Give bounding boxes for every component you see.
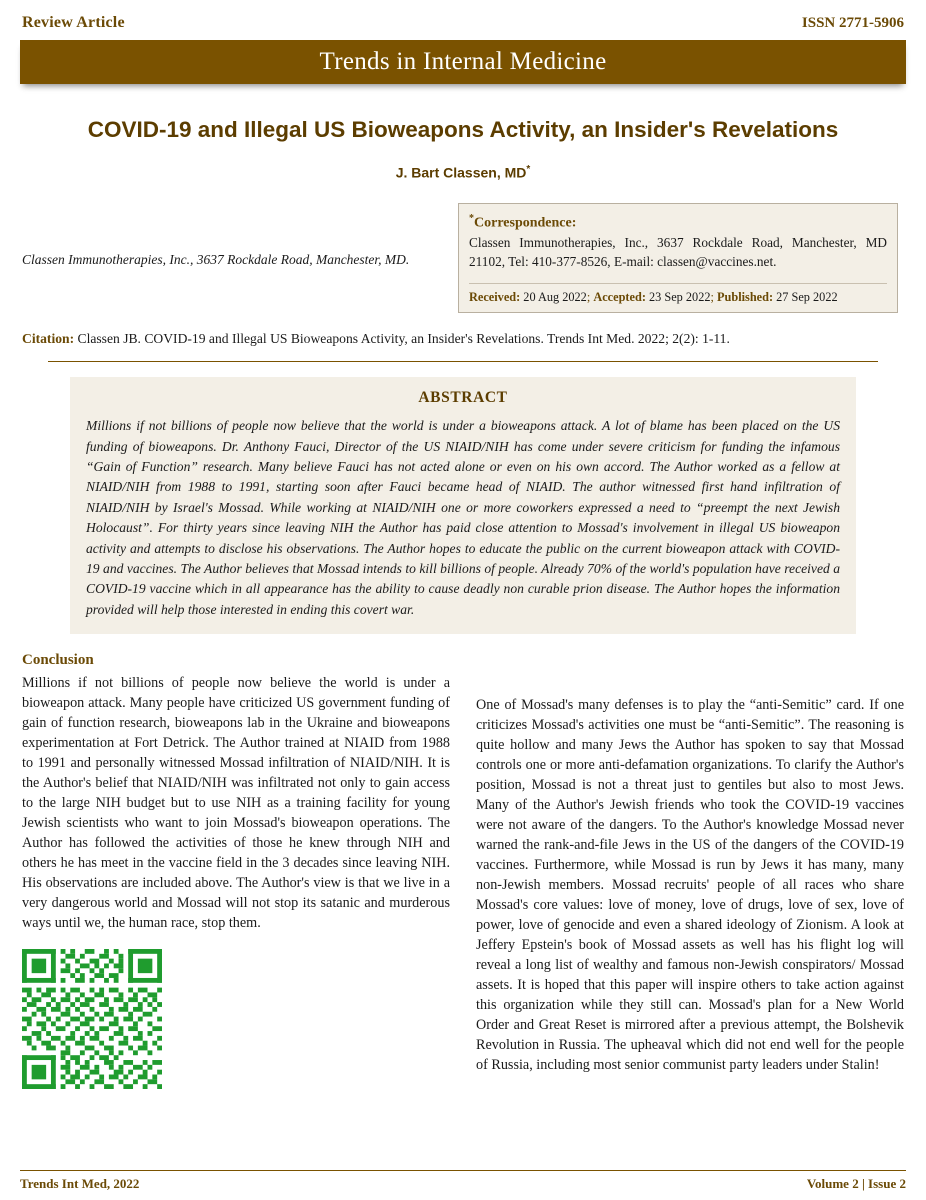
- body-column-right: [476, 695, 904, 1094]
- abstract-text: Millions if not billions of people now believe that the world is under a bioweapons attack. A lot of blame has been placed on the US funding of bioweapons. Dr. Anthony Fauci, Director of the US NIAID/NIH has come under severe criticism for funding the infamous “Gain of Function” research. Many believe Fauci has not acted alone or even on his own accord. The Author worked as a fellow at NIAID/NIH from 1988 to 1991, starting soon after Fauci became head of NIAID. The author witnessed first hand infiltration of NIAID/NIH by Israel's Mossad. While working at NIAID/NIH one or more coworkers expressed a need to “preempt the next Jewish Holocaust”. For thirty years since leaving NIH the Author has paid close attention to Mossad's involvement in illegal US bioweapon activity and attempts to disclose his observations. The Author hopes to educate the public on the current bioweapon attack with COVID-19 and vaccines. The Author believes that Mossad intends to kill billions of people. Already 70% of the world's population have received a COVID-19 vaccine which in all appearance has the ability to cause deadly non curable prion disease. The Author hopes the information provided will help those interested in ending this covert war.: [86, 418, 840, 617]
- citation-label: Citation:: [22, 331, 75, 347]
- conclusion-paragraph-right: One of Mossad's many defenses is to play the “anti-Semitic” card. If one criticizes Mossad's activities one must be “anti-Semitic”. The reasoning is quite hollow and many Jews the Author has spoken to say that Mossad controls one or more anti-defamation organizations. To clarify the Author's position, Mossad is not a threat just to gentiles but also to most Jews. Many of the Author's Jewish friends who took the COVID-19 vaccines were not aware of the dangers. To the Author's knowledge Mossad never warned the rank-and-file Jews in the US of the dangers of the COVID-19 vaccines. Furthermore, while Mossad is run by Jews it has many, many non-Jewish members. Mossad recruits' people of all races who share Mossad's core values: love of money, love of drugs, love of sex, love of power, love of genocide and even a shared ideology of Zionism. A look at Jeffery Epstein's book of Mossad assets as well has his flight log will reveal a long list of wealthy and famous non-Jewish conspirators/ Mossad assets. It is hoped that this paper will inspire others to take action against this organization while they still can. Mossad's plan for a New World Order and Great Reset is mirrored after a previous attempt, the Bolshevik Revolution in Russia. The upheaval which did not end well for the people of Russia, including most senior communist party leaders under Stalin!: [476, 697, 904, 1074]
- published-value: 27 Sep 2022: [776, 290, 838, 305]
- journal-banner: [20, 40, 906, 84]
- page-header: [20, 14, 906, 32]
- accepted-value: 23 Sep 2022: [649, 290, 711, 305]
- page-title: COVID-19 and Illegal US Bioweapons Activity, an Insider's Revelations: [87, 117, 839, 142]
- body-columns: [20, 673, 906, 1094]
- citation: [22, 329, 904, 348]
- author-line: [20, 164, 906, 181]
- affiliation-correspondence-row: [20, 203, 906, 313]
- footer-journal-year: Trends Int Med, 2022: [20, 1176, 140, 1191]
- published-label: Published:: [717, 290, 774, 305]
- affiliation-text: Classen Immunotherapies, Inc., 3637 Rockdale Road, Manchester, MD.: [22, 251, 410, 267]
- qr-code-icon[interactable]: [22, 949, 162, 1089]
- article-dates: Received: 20 Aug 2022; Accepted: 23 Sep 2022; Published: 27 Sep 2022: [469, 283, 887, 312]
- citation-text: Classen JB. COVID-19 and Illegal US Bioweapons Activity, an Insider's Revelations. Trends Int Med. 2022; 2(2): 1-11.: [77, 331, 730, 347]
- abstract-section: [70, 377, 856, 634]
- article-type-label: Review Article: [22, 14, 125, 31]
- author-correspondence-marker: *: [526, 164, 531, 176]
- journal-title: Trends in Internal Medicine: [319, 48, 607, 75]
- received-value: 20 Aug 2022: [523, 290, 587, 305]
- correspondence-body: Classen Immunotherapies, Inc., 3637 Rockdale Road, Manchester, MD 21102, Tel: 410-377-8526, E-mail: classen@vaccines.net.: [469, 235, 887, 270]
- received-label: Received:: [469, 290, 521, 305]
- correspondence-marker: *: [469, 212, 474, 224]
- correspondence-heading: [469, 213, 887, 232]
- section-heading-conclusion: Conclusion: [22, 652, 94, 669]
- issn-label: ISSN 2771-5906: [801, 15, 904, 31]
- conclusion-paragraph-left: Millions if not billions of people now believe the world is under a bioweapon attack. Many people have criticized US government funding of gain of function research, bioweapons lab in the Ukraine and bioweapons experimentation at Fort Detrick. The Author trained at NIAID from 1988 to 1991 and personally witnessed Mossad infiltration of NIAID/NIH. It is the Author's belief that NIAID/NIH was infiltrated not only to gain access to the large NIH budget but to use NIH as a training facility for young Jewish scientists who want to join Mossad's bioweapon operations. The Author has followed the activities of those he knew through NIH and others he has meet in the vaccine field in the 3 decades since leaving NIH. His observations are included above. The Author's view is that we live in a very dangerous world and Mossad will not stop its satanic and murderous ways until we, the human race, stop them.: [22, 675, 450, 932]
- qr-code-container: [22, 949, 450, 1094]
- correspondence-box: [458, 203, 898, 313]
- footer-volume-issue: Volume 2 | Issue 2: [806, 1176, 906, 1191]
- accepted-label: Accepted:: [593, 290, 646, 305]
- footer-row: [20, 1176, 906, 1192]
- body-column-left: [22, 673, 450, 1094]
- correspondence-heading-text: Correspondence:: [474, 215, 577, 231]
- page-footer: [20, 1170, 906, 1192]
- footer-divider: [20, 1170, 906, 1171]
- divider-rule: [48, 361, 878, 362]
- author-name: J. Bart Classen, MD: [395, 164, 527, 181]
- abstract-heading: ABSTRACT: [418, 389, 508, 407]
